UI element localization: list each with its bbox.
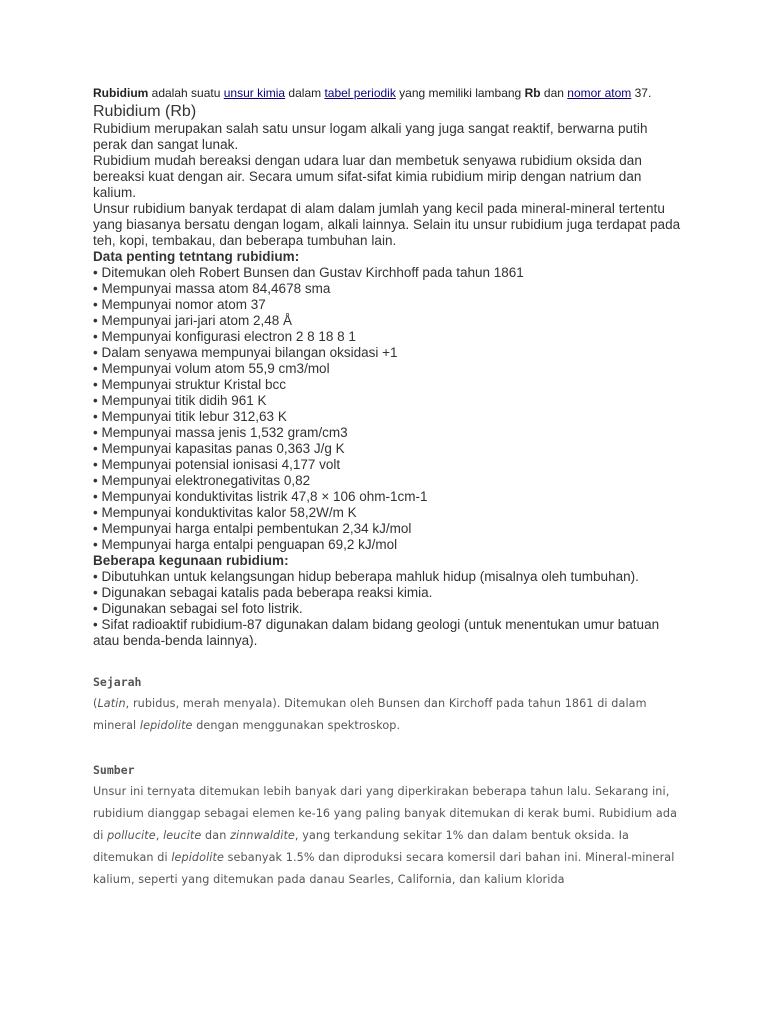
- list-item: • Digunakan sebagai katalis pada beberapa reaksi kimia.: [93, 585, 433, 600]
- list-item: • Mempunyai volum atom 55,9 cm3/mol: [93, 361, 330, 376]
- list-item: • Sifat radioaktif rubidium-87 digunakan dalam bidang geologi (untuk menentukan umur batuan atau benda-benda lainnya).: [93, 617, 660, 648]
- sumber-text-4: , yang terkandung sekitar 1% dan dalam bentuk oksida. Ia ditemukan di: [93, 829, 629, 864]
- sejarah-text-1: (: [93, 697, 98, 710]
- list-item: • Mempunyai harga entalpi pembentukan 2,34 kJ/mol: [93, 521, 412, 536]
- list-item: • Mempunyai massa jenis 1,532 gram/cm3: [93, 425, 348, 440]
- list-item: • Mempunyai struktur Kristal bcc: [93, 377, 287, 392]
- sejarah-paragraph: [93, 693, 681, 737]
- sumber-lepidolite: lepidolite: [171, 851, 224, 864]
- intro-text-5: 37.: [631, 86, 652, 100]
- paragraph-1: Rubidium merupakan salah satu unsur logam alkali yang juga sangat reaktif, berwarna putih perak dan sangat lunak.: [93, 121, 648, 152]
- link-tabel-periodik[interactable]: tabel periodik: [324, 86, 396, 100]
- uses-heading: Beberapa kegunaan rubidium:: [93, 553, 289, 568]
- page-heading: Rubidium (Rb): [93, 103, 197, 120]
- intro-text-4: dan: [540, 86, 568, 100]
- uses-list: [93, 569, 681, 649]
- link-unsur-kimia[interactable]: unsur kimia: [223, 86, 286, 100]
- intro-text-1: adalah suatu: [148, 86, 224, 100]
- sumber-leucite: leucite: [163, 829, 202, 842]
- list-item: • Mempunyai konduktivitas kalor 58,2W/m K: [93, 505, 357, 520]
- intro-text-2: dalam: [285, 86, 325, 100]
- link-nomor-atom[interactable]: nomor atom: [567, 86, 632, 100]
- sejarah-text-2: , rubidus, merah menyala). Ditemukan oleh Bunsen dan Kirchoff pada tahun 1861 di dalam mineral: [93, 697, 647, 732]
- list-item: • Dalam senyawa mempunyai bilangan oksidasi +1: [93, 345, 398, 360]
- sumber-title: Sumber: [93, 763, 135, 777]
- sejarah-lepidolite: lepidolite: [139, 719, 193, 732]
- list-item: • Mempunyai titik lebur 312,63 K: [93, 409, 287, 424]
- data-list: [93, 265, 681, 553]
- list-item: • Mempunyai massa atom 84,4678 sma: [93, 281, 331, 296]
- sumber-text-3: dan: [201, 829, 231, 842]
- sejarah-latin: Latin: [97, 697, 126, 710]
- list-item: • Mempunyai elektronegativitas 0,82: [93, 473, 311, 488]
- list-item: • Mempunyai potensial ionisasi 4,177 volt: [93, 457, 341, 472]
- intro-symbol: Rb: [524, 86, 541, 100]
- sejarah-title: Sejarah: [93, 675, 142, 689]
- list-item: • Mempunyai titik didih 961 K: [93, 393, 267, 408]
- sejarah-text-3: dengan menggunakan spektroskop.: [192, 719, 401, 732]
- sumber-pollucite: pollucite: [107, 829, 156, 842]
- list-item: • Mempunyai konduktivitas listrik 47,8 × 106 ohm-1cm-1: [93, 489, 428, 504]
- list-item: • Mempunyai jari-jari atom 2,48 Å: [93, 313, 293, 328]
- list-item: • Dibutuhkan untuk kelangsungan hidup beberapa mahluk hidup (misalnya oleh tumbuhan).: [93, 569, 639, 584]
- intro-paragraph: [93, 86, 681, 101]
- data-heading: Data penting tetntang rubidium:: [93, 249, 300, 264]
- list-item: • Mempunyai konfigurasi electron 2 8 18 8 1: [93, 329, 356, 344]
- intro-term: Rubidium: [93, 86, 149, 100]
- sumber-text-5: sebanyak 1.5% dan diproduksi secara komersil dari bahan ini. Mineral-mineral kalium, seperti yang ditemukan pada danau Searles, California, dan kalium klorida: [93, 851, 675, 886]
- sumber-paragraph: [93, 781, 681, 891]
- list-item: • Ditemukan oleh Robert Bunsen dan Gustav Kirchhoff pada tahun 1861: [93, 265, 524, 280]
- list-item: • Digunakan sebagai sel foto listrik.: [93, 601, 303, 616]
- document-page: [93, 86, 681, 891]
- intro-text-3: yang memiliki lambang: [395, 86, 525, 100]
- paragraph-2: Rubidium mudah bereaksi dengan udara luar dan membetuk senyawa rubidium oksida dan bereaksi kuat dengan air. Secara umum sifat-sifat kimia rubidium mirip dengan natrium dan kalium.: [93, 153, 642, 200]
- list-item: • Mempunyai harga entalpi penguapan 69,2 kJ/mol: [93, 537, 398, 552]
- sumber-zinnwaldite: zinnwaldite: [230, 829, 295, 842]
- paragraph-3: Unsur rubidium banyak terdapat di alam dalam jumlah yang kecil pada mineral-mineral tertentu yang biasanya bersatu dengan logam, alkali lainnya. Selain itu unsur rubidium juga terdapat pada teh, kopi, tembakau, dan beberapa tumbuhan lain.: [93, 201, 681, 248]
- sumber-text-2: ,: [155, 829, 164, 842]
- sumber-text-1: Unsur ini ternyata ditemukan lebih banyak dari yang diperkirakan beberapa tahun lalu. Sekarang ini, rubidium dianggap sebagai elemen ke-16 yang paling banyak ditemukan di kerak bumi. Rubidium ada di: [93, 785, 678, 842]
- list-item: • Mempunyai kapasitas panas 0,363 J/g K: [93, 441, 345, 456]
- list-item: • Mempunyai nomor atom 37: [93, 297, 266, 312]
